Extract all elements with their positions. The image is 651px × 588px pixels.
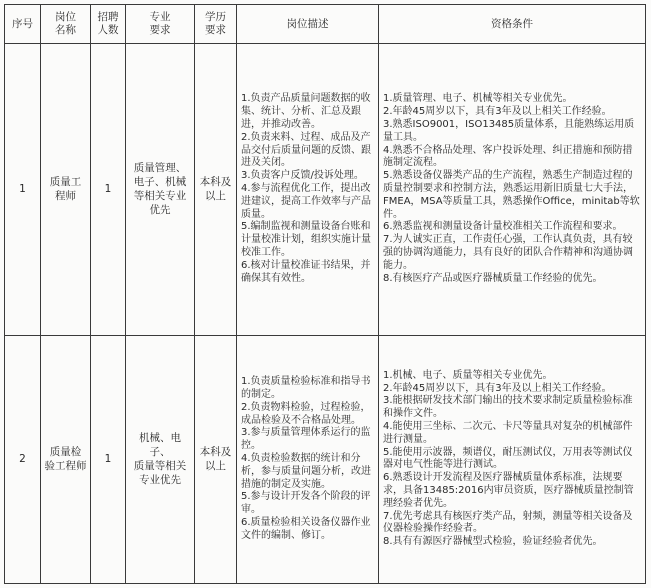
header-post: 岗位 名称: [41, 5, 91, 44]
cell-seq: 2: [5, 335, 41, 583]
table-header-row: [5, 5, 646, 44]
cell-edu: 本科及 以上: [195, 335, 237, 583]
cell-major: 质量管理、 电子、机械 等相关专业 优先: [126, 44, 195, 336]
header-edu: 学历 要求: [195, 5, 237, 44]
cell-desc: 1.负责产品质量问题数据的收集、统计、分析、汇总及跟进，并推动改善。 2.负责来料、过程、成品及产品交付后质量问题的反馈、跟进及关闭。 3.负责客户反馈/投诉处理。 4.参与流程优化工作，提出改进建议，提高工作效率与产品质量。 5.编制监视和测量设备台账和计量校准计划，组织实施计量校准工作。 6.核对计量校准证书结果，并确保其有效性。: [237, 44, 379, 336]
table-row: [5, 335, 646, 583]
cell-seq: 1: [5, 44, 41, 336]
cell-qual: 1.质量管理、电子、机械等相关专业优先。 2.年龄45周岁以下，具有3年及以上相关工作经验。 3.熟悉ISO9001，ISO13485质量体系，且能熟练运用质量工具。 4.熟悉不合格品处理、客户投诉处理、纠正措施和预防措施制定流程。 5.熟悉设备仪器类产品的生产流程，熟悉生产制造过程的质量控制要求和控制方法，熟悉运用新旧质量七大手法，FMEA，MSA等质量工具，熟悉操作Office，minitab等软件。 6.熟悉监视和测量设备计量校准相关工作流程和要求。 7.为人诚实正直，工作责任心强，工作认真负责，具有较强的协调沟通能力，具有良好的团队合作精神和沟通协调能力。 8.有核医疗产品或医疗器械质量工作经验的优先。: [379, 44, 646, 336]
table-row: [5, 44, 646, 336]
cell-post: 质量检 验工程师: [41, 335, 91, 583]
header-qual: 资格条件: [379, 5, 646, 44]
recruitment-table: [4, 4, 646, 584]
cell-desc: 1.负责质量检验标准和指导书的制定。 2.负责物料检验，过程检验，成品检验及不合格品处理。 3.参与质量管理体系运行的监控。 4.负责检验数据的统计和分析，参与质量问题分析，改进措施的制定及实施。 5.参与设计开发各个阶段的评审。 6.质量检验相关设备仪器作业文件的编制、修订。: [237, 335, 379, 583]
cell-count: 1: [91, 44, 126, 336]
cell-post: 质量工 程师: [41, 44, 91, 336]
header-count: 招聘 人数: [91, 5, 126, 44]
cell-count: 1: [91, 335, 126, 583]
cell-edu: 本科及 以上: [195, 44, 237, 336]
header-seq: 序号: [5, 5, 41, 44]
header-major: 专业 要求: [126, 5, 195, 44]
header-desc: 岗位描述: [237, 5, 379, 44]
cell-qual: 1.机械、电子、质量等相关专业优先。 2.年龄45周岁以下，具有3年及以上相关工作经验。 3.能根据研发技术部门输出的技术要求制定质量检验标准和操作文件。 4.能使用三坐标、二次元、卡尺等量具对复杂的机械部件进行测量。 5.能使用示波器，频谱仪，耐压测试仪，万用表等测试仪器对电气性能等进行测试。 6.熟悉设计开发流程及医疗器械质量体系标准，法规要求，具备13485:2016内审员资质，医疗器械质量控制管理经验者优先。 7.优先考虑具有核医疗类产品，射频，测量等相关设备及仪器检验操作经验者。 8.具有有源医疗器械型式检验，验证经验者优先。: [379, 335, 646, 583]
cell-major: 机械、电子、 质量等相关 专业优先: [126, 335, 195, 583]
